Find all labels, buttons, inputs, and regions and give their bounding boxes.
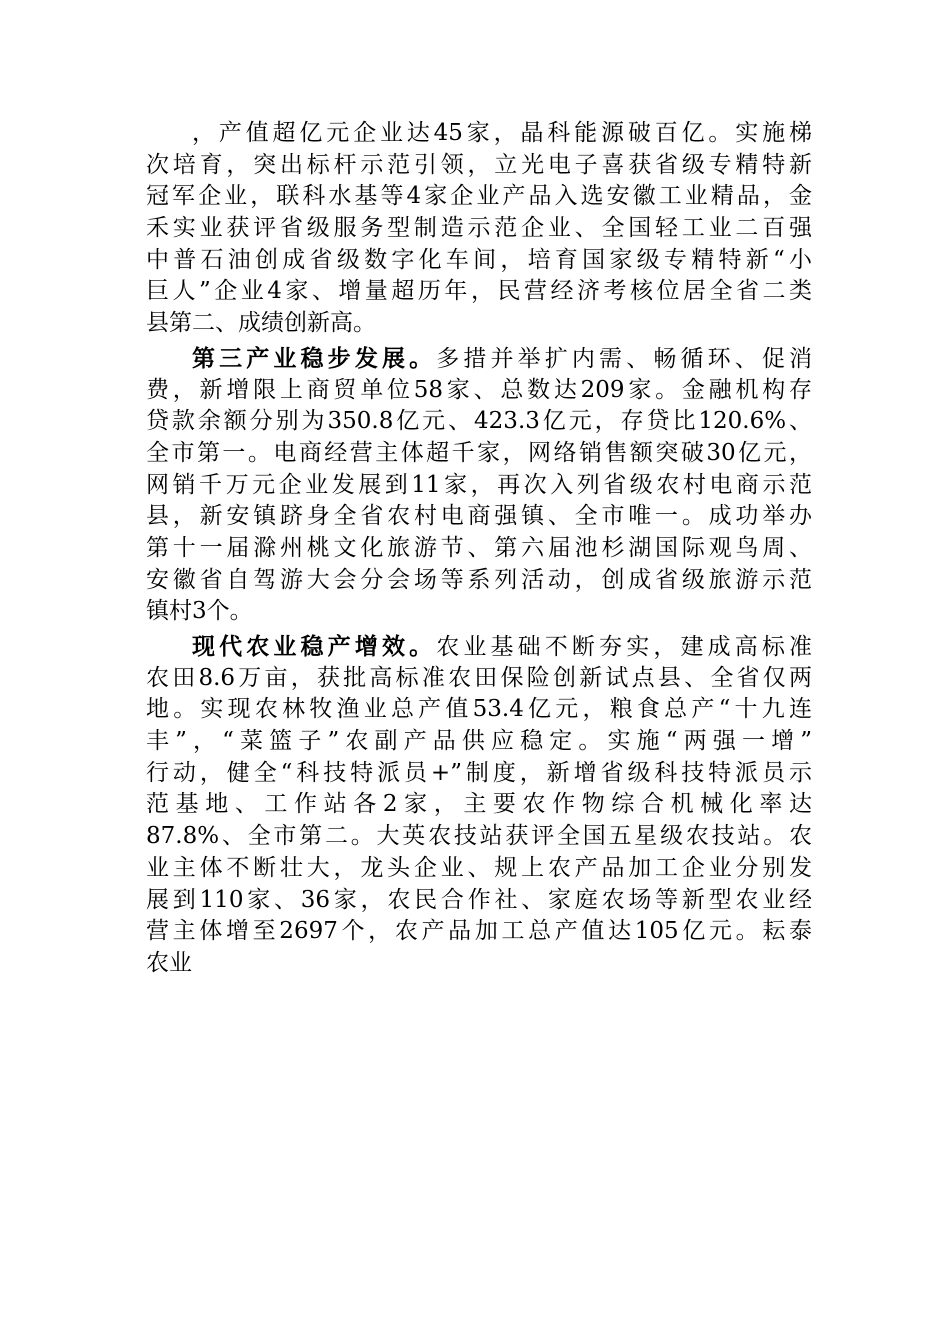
- text-span: 农业基础不断夯实，建成高标准: [436, 634, 813, 660]
- text-span: 多措并举扩内需、畅循环、促消: [436, 345, 813, 372]
- text-line: 87.8%、全市第二。大英农技站获评全国五星级农技站。农: [146, 823, 812, 850]
- text-line: 镇村3个。: [146, 598, 253, 625]
- text-line: 禾实业获评省级服务型制造示范企业、全国轻工业二百强: [146, 215, 812, 242]
- text-line: 全市第一。电商经营主体超千家，网络销售额突破30亿元，: [146, 439, 812, 466]
- text-line: 业主体不断壮大，龙头企业、规上农产品加工企业分别发: [146, 854, 812, 881]
- section-heading: 现代农业稳产增效。: [192, 633, 437, 660]
- section-heading: 第三产业稳步发展。: [192, 344, 437, 372]
- text-line: ，产值超亿元企业达45家，晶科能源破百亿。实施梯: [192, 120, 812, 146]
- text-line: 第十一届滁州桃文化旅游节、第六届池杉湖国际观鸟周、: [146, 534, 812, 561]
- text-line: 次培育，突出标杆示范引领，立光电子喜获省级专精特新: [146, 151, 812, 178]
- text-line: 农业: [146, 949, 192, 976]
- text-line: 中普石油创成省级数字化车间，培育国家级专精特新“小: [146, 246, 812, 273]
- text-line: 冠军企业，联科水基等4家企业产品入选安徽工业精品，金: [146, 183, 812, 210]
- text-line: 营主体增至2697个，农产品加工总产值达105亿元。耘泰: [146, 918, 812, 945]
- body-text: [146, 118, 812, 980]
- text-line: [146, 631, 812, 663]
- text-line: 农田8.6万亩，获批高标准农田保险创新试点县、全省仅两: [146, 664, 812, 691]
- text-line: 费，新增限上商贸单位58家、总数达209家。金融机构存: [146, 376, 812, 403]
- text-line: 丰”，“菜篮子”农副产品供应稳定。实施“两强一增”: [146, 728, 812, 755]
- paragraph-tertiary-industry: [146, 343, 812, 628]
- text-line: 网销千万元企业发展到11家，再次入列省级农村电商示范: [146, 471, 812, 498]
- text-line: 县第二、成绩创新高。: [146, 310, 376, 337]
- text-line: 地。实现农林牧渔业总产值53.4亿元，粮食总产“十九连: [146, 696, 812, 723]
- text-line: 安徽省自驾游大会分会场等系列活动，创成省级旅游示范: [146, 566, 812, 593]
- text-line: [146, 343, 812, 375]
- text-line: 行动，健全“科技特派员+”制度，新增省级科技特派员示: [146, 759, 812, 786]
- text-line: 贷款余额分别为350.8亿元、423.3亿元，存贷比120.6%、: [146, 408, 812, 435]
- text-line: 县，新安镇跻身全省农村电商强镇、全市唯一。成功举办: [146, 503, 812, 530]
- paragraph-modern-agriculture: [146, 631, 812, 980]
- text-line: 展到110家、36家，农民合作社、家庭农场等新型农业经: [146, 886, 812, 913]
- text-line: 巨人”企业4家、增量超历年，民营经济考核位居全省二类: [146, 278, 812, 305]
- paragraph-industry-cultivation: [146, 118, 812, 340]
- text-line: 范基地、工作站各2家，主要农作物综合机械化率达: [146, 791, 812, 818]
